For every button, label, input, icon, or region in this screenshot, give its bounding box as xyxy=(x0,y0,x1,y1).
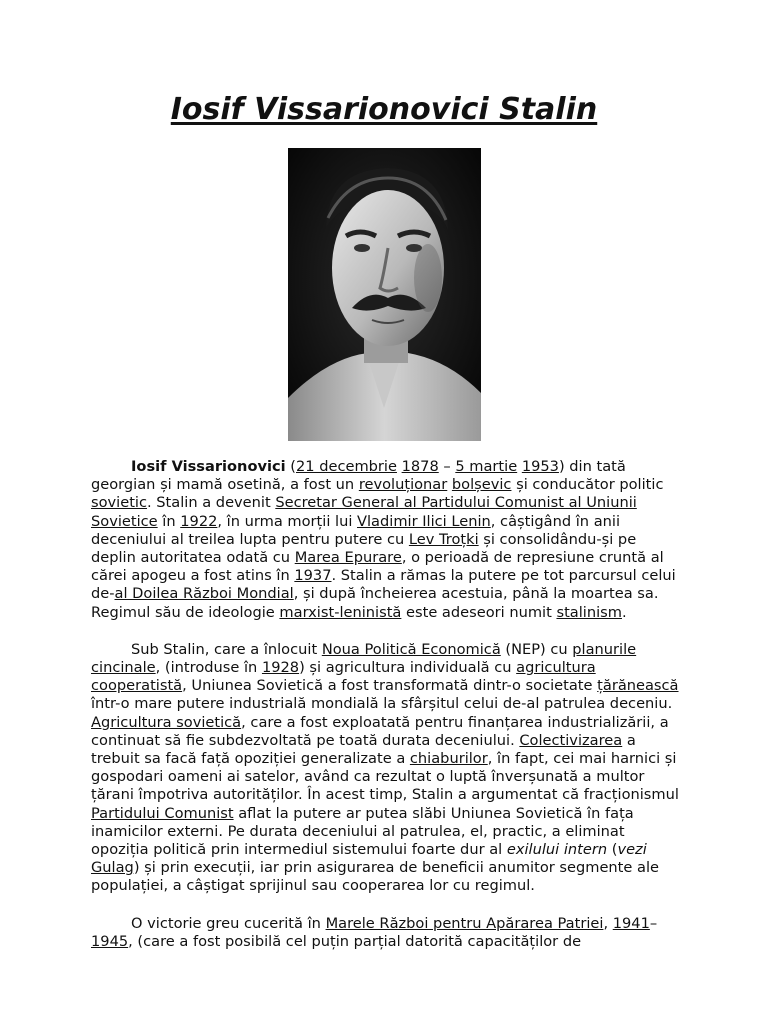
link-1878[interactable]: 1878 xyxy=(401,458,439,475)
link-1922[interactable]: 1922 xyxy=(180,512,218,530)
text-run: , xyxy=(603,914,613,932)
page-title: Iosif Vissarionovici Stalin xyxy=(170,92,598,127)
text-run: , care a fost exploatată pentru finanțarea industrializării, a continuat să fie subdezvoltată pe toată durata deceniului. xyxy=(91,713,669,749)
link-revolutionar[interactable]: revoluționar xyxy=(358,476,448,494)
italic-exil: exilului intern xyxy=(506,841,608,859)
text-run: – xyxy=(649,914,658,932)
link-1953[interactable]: 1953 xyxy=(521,458,559,475)
link-taraneasca[interactable]: țărănească xyxy=(597,677,679,695)
link-marele-razboi[interactable]: Marele Război pentru Apărarea Patriei xyxy=(325,914,604,932)
link-gulag[interactable]: Gulag xyxy=(91,859,134,877)
text-run: , Uniunea Sovietică a fost transformată dintr-o societate xyxy=(182,677,598,695)
text-run: . Stalin a rămas la putere pe tot parcursul celui de- xyxy=(91,567,676,603)
portrait-image xyxy=(288,148,481,441)
link-1945[interactable]: 1945 xyxy=(91,932,129,950)
paragraph-1 xyxy=(91,458,679,622)
link-marea-epurare[interactable]: Marea Epurare xyxy=(294,549,402,567)
text-run: ( xyxy=(285,458,296,475)
link-stalinism[interactable]: stalinism xyxy=(556,603,622,621)
text-run: și consolidându-și pe deplin autoritatea odată cu xyxy=(91,530,637,567)
link-1928[interactable]: 1928 xyxy=(261,659,300,677)
text-run: Sub Stalin, care a înlocuit xyxy=(131,640,322,658)
text-run: ) și agricultura individuală cu xyxy=(299,659,517,677)
text-run: , câștigând în anii deceniului al treilea lupta pentru putere cu xyxy=(91,512,620,548)
text-run: , și după încheierea acestuia, până la moartea sa. Regimul său de ideologie xyxy=(91,585,659,621)
text-run: . Stalin a devenit xyxy=(147,494,276,512)
text-run: ( xyxy=(607,841,618,859)
article-body xyxy=(91,458,679,970)
link-partidului-comunist[interactable]: Partidului Comunist xyxy=(91,804,234,822)
text-run: , o perioadă de represiune cruntă al cărei apogeu a fost atins în xyxy=(91,549,664,585)
link-secretar-general[interactable]: Secretar General al Partidului Comunist al Uniunii Sovietice xyxy=(91,494,637,530)
text-run: ) din tată georgian și mamă osetină, a fost un xyxy=(91,458,626,494)
text-run: – xyxy=(438,458,456,475)
link-planurile-cincinale[interactable]: planurile cincinale xyxy=(91,640,637,677)
link-marxist-leninista[interactable]: marxist-leninistă xyxy=(279,603,402,621)
italic-vezi: vezi xyxy=(617,841,647,859)
link-al-doilea-razboi-mondial[interactable]: al Doilea Război Mondial xyxy=(114,585,294,603)
link-sovietic[interactable]: sovietic xyxy=(91,494,148,512)
text-run: în xyxy=(157,512,181,530)
link-5-martie[interactable]: 5 martie xyxy=(455,458,518,475)
text-run: (NEP) cu xyxy=(500,640,573,658)
portrait-photo xyxy=(288,148,481,441)
text-run: , (introduse în xyxy=(155,659,262,677)
link-1937[interactable]: 1937 xyxy=(294,567,332,585)
link-agricultura-cooperatista[interactable]: agricultura cooperatistă xyxy=(91,659,596,695)
link-21-decembrie[interactable]: 21 decembrie xyxy=(296,458,397,475)
link-chiaburilor[interactable]: chiaburilor xyxy=(409,750,488,768)
text-run: O victorie greu cucerită în xyxy=(131,914,326,932)
text-run: ) și prin execuții, iar prin asigurarea de beneficii anumitor segmente ale populației, a câștigat sprijinul sau cooperarea lor cu regimul. xyxy=(91,859,659,895)
text-run: aflat la putere ar putea slăbi Uniunea Sovietică în fața inamicilor externi. Pe durata deceniului al patrulea, el, practic, a eliminat opoziția politică prin intermediul sistemului foarte dur al xyxy=(91,804,634,859)
text-run: , în fapt, cei mai harnici și gospodari oameni ai satelor, având ca rezultat o luptă înverșunată a multor țărani împotriva autorităților. În acest timp, Stalin a argumentat că fracționismul xyxy=(91,750,679,804)
link-trotki[interactable]: Lev Troțki xyxy=(408,530,479,548)
lead-name: Iosif Vissarionovici xyxy=(131,458,286,475)
text-run: a trebuit sa facă față opoziției generalizate a xyxy=(91,731,636,768)
text-run: . xyxy=(621,603,627,621)
link-agricultura-sovietica[interactable]: Agricultura sovietică xyxy=(91,713,242,731)
text-run: , în urma morții lui xyxy=(217,512,358,530)
link-bolsevic[interactable]: bolșevic xyxy=(451,476,512,494)
text-run: într-o mare putere industrială mondială la sfârșitul celui de-al patrulea deceniu. xyxy=(91,695,673,713)
text-run: , (care a fost posibilă cel puțin parțial datorită capacităților de xyxy=(128,932,582,950)
link-colectivizarea[interactable]: Colectivizarea xyxy=(519,731,623,749)
text-run: și conducător politic xyxy=(511,476,664,494)
paragraph-3 xyxy=(91,915,679,951)
text-run: este adeseori numit xyxy=(401,603,557,621)
link-noua-politica-economica[interactable]: Noua Politică Economică xyxy=(321,640,501,658)
link-1941[interactable]: 1941 xyxy=(612,914,650,932)
paragraph-2 xyxy=(91,641,679,896)
link-lenin[interactable]: Vladimir Ilici Lenin xyxy=(357,512,491,530)
